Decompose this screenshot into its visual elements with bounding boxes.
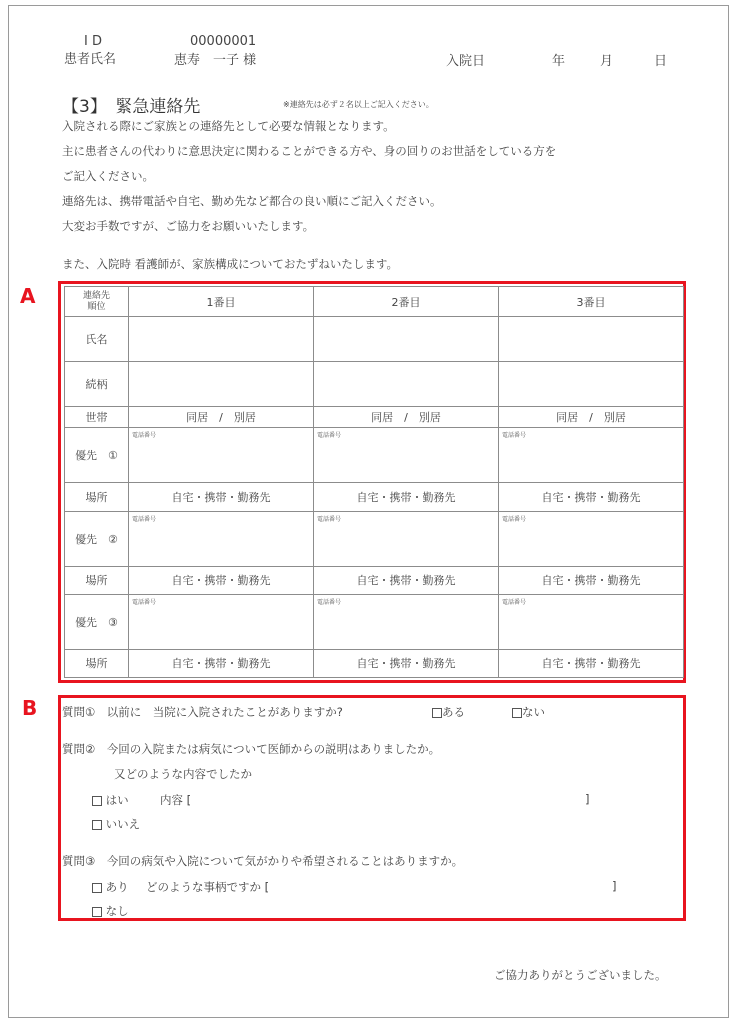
phone-cell-p2-1[interactable] xyxy=(129,511,314,566)
question-2-sub: 又どのような内容でしたか xyxy=(114,767,252,781)
q2-no-label: いいえ xyxy=(105,817,141,831)
year-label: 年 xyxy=(552,54,566,69)
q1-option-no[interactable] xyxy=(512,704,545,720)
q3-no-label: なし xyxy=(105,904,129,918)
patient-name-value: 恵寿 一子 様 xyxy=(174,53,257,68)
phone-label: 電話番号 xyxy=(317,598,342,606)
phone-cell-p2-3[interactable] xyxy=(499,511,684,566)
place-cell-p3-2[interactable]: 自宅・携帯・勤務先 xyxy=(314,649,499,677)
relation-cell-1[interactable] xyxy=(129,362,314,407)
phone-cell-p3-1[interactable] xyxy=(129,594,314,649)
checkbox-icon xyxy=(92,907,102,917)
name-cell-2[interactable] xyxy=(314,317,499,362)
id-value: 00000001 xyxy=(190,34,257,49)
intro-line-1: 入院される際にご家族との連絡先として必要な情報となります。 xyxy=(62,119,395,133)
intro-line-3: ご記入ください。 xyxy=(62,169,154,183)
place-cell-p2-1[interactable]: 自宅・携帯・勤務先 xyxy=(129,566,314,594)
phone-label: 電話番号 xyxy=(132,598,157,606)
q1-no-label: ない xyxy=(522,705,545,719)
q3-content-label: どのような事柄ですか [ xyxy=(146,880,270,894)
intro-line-6: また、入院時 看護師が、家族構成についておたずねいたします。 xyxy=(62,257,399,271)
section-note: ※連絡先は必ず２名以上ご記入ください。 xyxy=(283,100,434,109)
row-label-place-1: 場所 xyxy=(65,483,129,511)
row-label-household: 世帯 xyxy=(65,407,129,428)
intro-line-4: 連絡先は、携帯電話や自宅、勤め先など都合の良い順にご記入ください。 xyxy=(62,194,442,208)
checkbox-icon xyxy=(92,796,102,806)
question-2: 質問② 今回の入院または病気について医師からの説明はありましたか。 xyxy=(62,742,441,756)
row-label-priority-2: 優先 ② xyxy=(65,511,129,566)
phone-cell-p1-2[interactable] xyxy=(314,428,499,483)
checkbox-icon xyxy=(512,708,522,718)
household-cell-3[interactable]: 同居 / 別居 xyxy=(499,407,684,428)
corner-label-1: 連絡先 xyxy=(82,290,110,301)
row-label-place-3: 場所 xyxy=(65,649,129,677)
corner-label-2: 順位 xyxy=(87,301,106,312)
section-title: 【3】 緊急連絡先 xyxy=(62,97,201,117)
q1-yes-label: ある xyxy=(442,705,465,719)
phone-label: 電話番号 xyxy=(502,598,527,606)
marker-b: B xyxy=(22,696,38,720)
phone-label: 電話番号 xyxy=(132,515,157,523)
place-cell-p2-2[interactable]: 自宅・携帯・勤務先 xyxy=(314,566,499,594)
phone-cell-p1-3[interactable] xyxy=(499,428,684,483)
q3-option-yes[interactable] xyxy=(92,879,129,895)
q3-yes-label: あり xyxy=(105,880,129,894)
intro-line-2: 主に患者さんの代わりに意思決定に関わることができる方や、身の回りのお世話をしている方を xyxy=(62,144,557,158)
checkbox-icon xyxy=(92,883,102,893)
name-cell-1[interactable] xyxy=(129,317,314,362)
phone-label: 電話番号 xyxy=(132,432,157,440)
q2-yes-label: はい xyxy=(105,793,129,807)
place-cell-p1-2[interactable]: 自宅・携帯・勤務先 xyxy=(314,483,499,511)
column-header-3: 3番目 xyxy=(499,287,684,317)
phone-cell-p3-3[interactable] xyxy=(499,594,684,649)
name-cell-3[interactable] xyxy=(499,317,684,362)
place-cell-p3-3[interactable]: 自宅・携帯・勤務先 xyxy=(499,649,684,677)
q1-option-yes[interactable] xyxy=(432,704,465,720)
phone-label: 電話番号 xyxy=(317,515,342,523)
patient-name-label: 患者氏名 xyxy=(64,52,117,67)
q3-content-close: ] xyxy=(612,879,617,893)
footer-thanks: ご協力ありがとうございました。 xyxy=(494,968,667,982)
row-label-priority-1: 優先 ① xyxy=(65,428,129,483)
phone-label: 電話番号 xyxy=(502,515,527,523)
question-3: 質問③ 今回の病気や入院について気がかりや希望されることはありますか。 xyxy=(62,854,464,868)
row-label-priority-3: 優先 ③ xyxy=(65,594,129,649)
relation-cell-3[interactable] xyxy=(499,362,684,407)
intro-line-5: 大変お手数ですが、ご協力をお願いいたします。 xyxy=(62,219,315,233)
household-cell-1[interactable]: 同居 / 別居 xyxy=(129,407,314,428)
phone-label: 電話番号 xyxy=(502,432,527,440)
household-cell-2[interactable]: 同居 / 別居 xyxy=(314,407,499,428)
column-header-2: 2番目 xyxy=(314,287,499,317)
checkbox-icon xyxy=(92,820,102,830)
marker-a: A xyxy=(20,284,36,308)
phone-cell-p1-1[interactable] xyxy=(129,428,314,483)
checkbox-icon xyxy=(432,708,442,718)
row-label-relation: 続柄 xyxy=(65,362,129,407)
month-label: 月 xyxy=(600,54,614,69)
place-cell-p1-3[interactable]: 自宅・携帯・勤務先 xyxy=(499,483,684,511)
place-cell-p2-3[interactable]: 自宅・携帯・勤務先 xyxy=(499,566,684,594)
id-label: I D xyxy=(84,34,102,49)
phone-label: 電話番号 xyxy=(317,432,342,440)
q3-option-no[interactable] xyxy=(92,903,129,919)
phone-cell-p3-2[interactable] xyxy=(314,594,499,649)
row-label-place-2: 場所 xyxy=(65,566,129,594)
row-label-name: 氏名 xyxy=(65,317,129,362)
place-cell-p1-1[interactable]: 自宅・携帯・勤務先 xyxy=(129,483,314,511)
question-1: 質問① 以前に 当院に入院されたことがありますか? xyxy=(62,705,343,719)
place-cell-p3-1[interactable]: 自宅・携帯・勤務先 xyxy=(129,649,314,677)
phone-cell-p2-2[interactable] xyxy=(314,511,499,566)
relation-cell-2[interactable] xyxy=(314,362,499,407)
q2-option-no[interactable] xyxy=(92,816,140,832)
corner-header xyxy=(65,287,129,317)
column-header-1: 1番目 xyxy=(129,287,314,317)
emergency-contact-table xyxy=(64,286,684,678)
q2-option-yes[interactable] xyxy=(92,792,129,808)
q2-content-close: ] xyxy=(585,792,590,806)
q2-content-label: 内容 [ xyxy=(160,793,192,807)
admission-date-label: 入院日 xyxy=(446,54,486,69)
day-label: 日 xyxy=(654,54,668,69)
